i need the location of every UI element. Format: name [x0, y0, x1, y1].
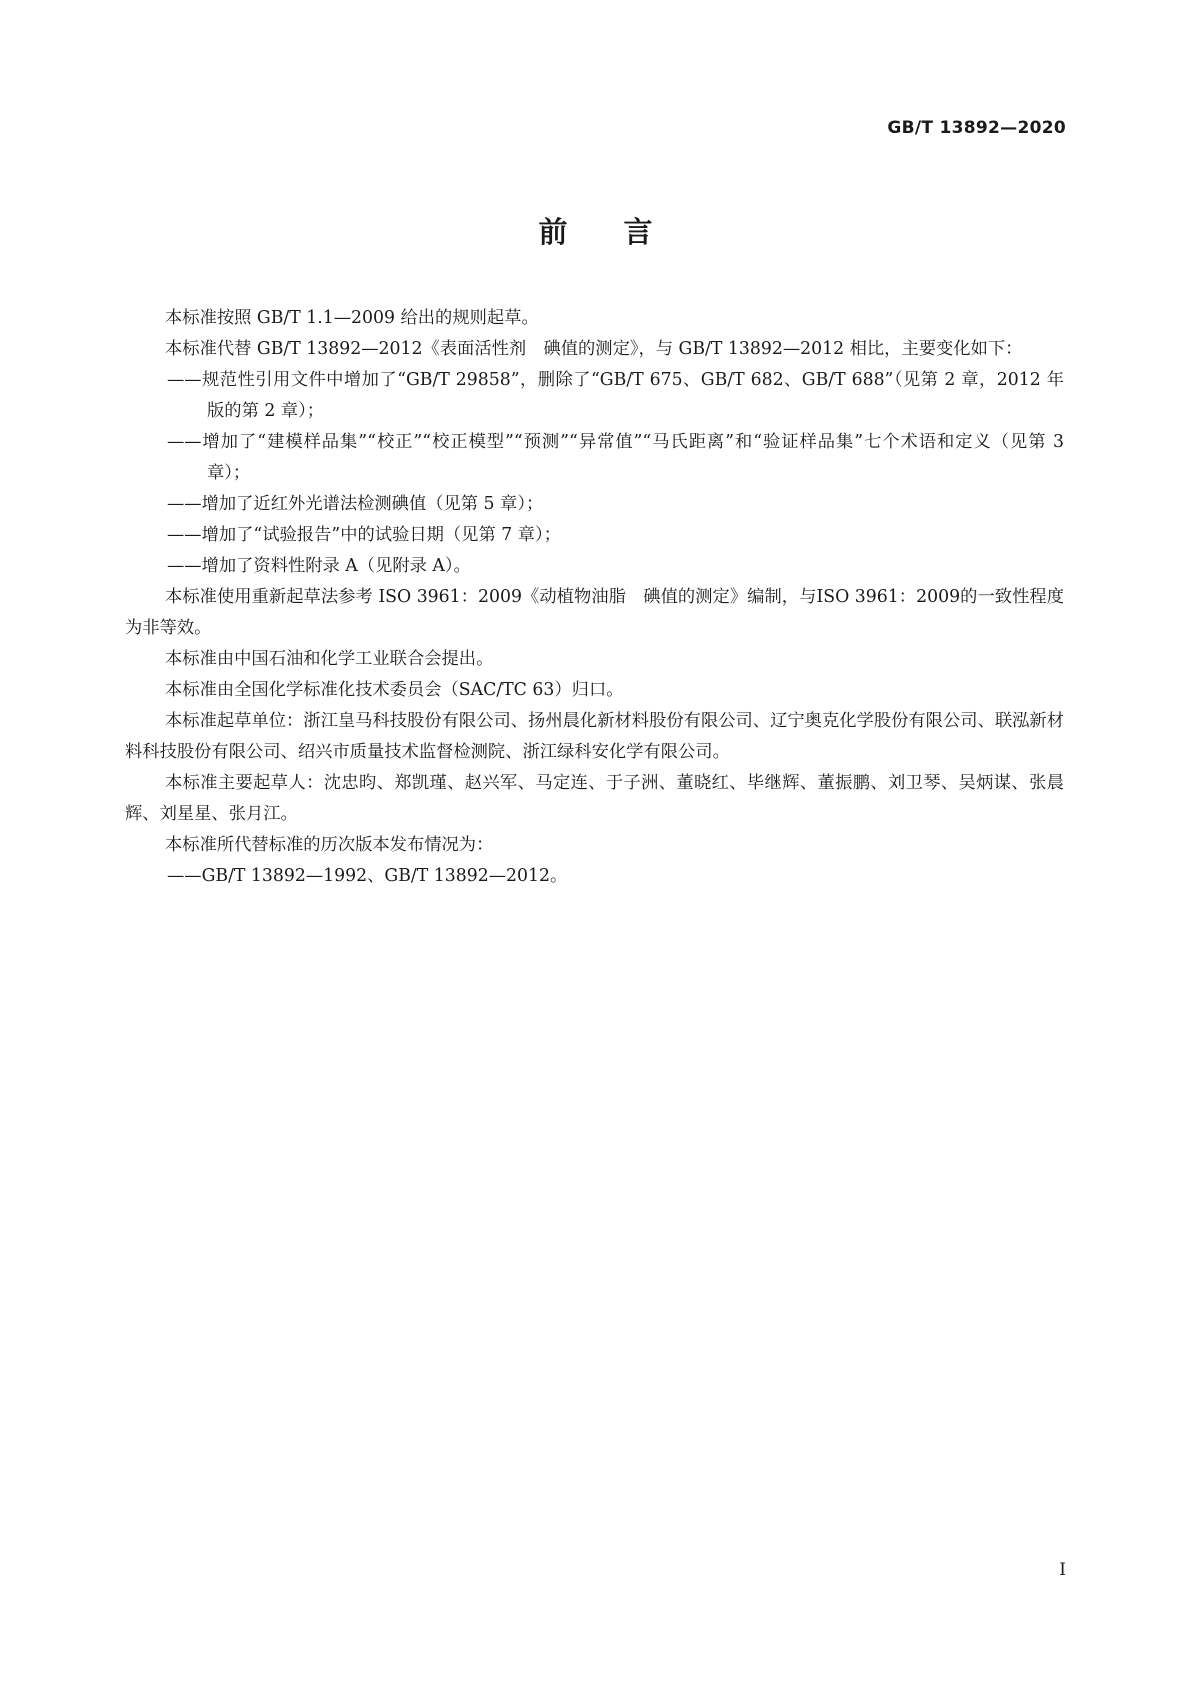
- replacement-paragraph: 本标准代替 GB/T 13892—2012《表面活性剂 碘值的测定》，与 GB/T 13892—2012 相比，主要变化如下：: [165, 339, 1023, 359]
- change-item-terms: ——增加了“建模样品集”“校正”“校正模型”“预测”“异常值”“马氏距离”和“验证样品集”七个术语和定义（见第 3 章）；: [167, 432, 1064, 483]
- change-item-nir-method: ——增加了近红外光谱法检测碘值（见第 5 章）；: [167, 494, 544, 514]
- committee-paragraph: 本标准由全国化学标准化技术委员会（SAC/TC 63）归口。: [165, 680, 624, 700]
- document-body: [125, 303, 1064, 892]
- standard-code: GB/T 13892—2020: [887, 118, 1066, 138]
- page-number: I: [1059, 1560, 1066, 1580]
- change-item-references: ——规范性引用文件中增加了“GB/T 29858”，删除了“GB/T 675、GB/T 682、GB/T 688”（见第 2 章，2012 年版的第 2 章）；: [167, 370, 1064, 421]
- history-intro-paragraph: 本标准所代替标准的历次版本发布情况为：: [165, 835, 494, 855]
- drafting-rules-paragraph: 本标准按照 GB/T 1.1—2009 给出的规则起草。: [165, 308, 539, 328]
- iso-reference-paragraph: 本标准使用重新起草法参考 ISO 3961：2009《动植物油脂 碘值的测定》编制，与ISO 3961：2009的一致性程度为非等效。: [125, 587, 1064, 638]
- drafting-units-paragraph: 本标准起草单位：浙江皇马科技股份有限公司、扬州晨化新材料股份有限公司、辽宁奥克化学股份有限公司、联泓新材料科技股份有限公司、绍兴市质量技术监督检测院、浙江绿科安化学有限公司。: [125, 711, 1064, 762]
- change-item-annex: ——增加了资料性附录 A（见附录 A）。: [167, 556, 471, 576]
- change-item-test-report: ——增加了“试验报告”中的试验日期（见第 7 章）；: [167, 525, 561, 545]
- drafters-paragraph: 本标准主要起草人：沈忠昀、郑凯瑾、赵兴军、马定连、于子洲、董晓红、毕继辉、董振鹏、刘卫琴、吴炳谋、张晨辉、刘星星、张月江。: [125, 773, 1064, 824]
- page-title: 前言: [538, 215, 709, 249]
- proposer-paragraph: 本标准由中国石油和化学工业联合会提出。: [165, 649, 494, 669]
- history-item: ——GB/T 13892—1992、GB/T 13892—2012。: [167, 866, 568, 886]
